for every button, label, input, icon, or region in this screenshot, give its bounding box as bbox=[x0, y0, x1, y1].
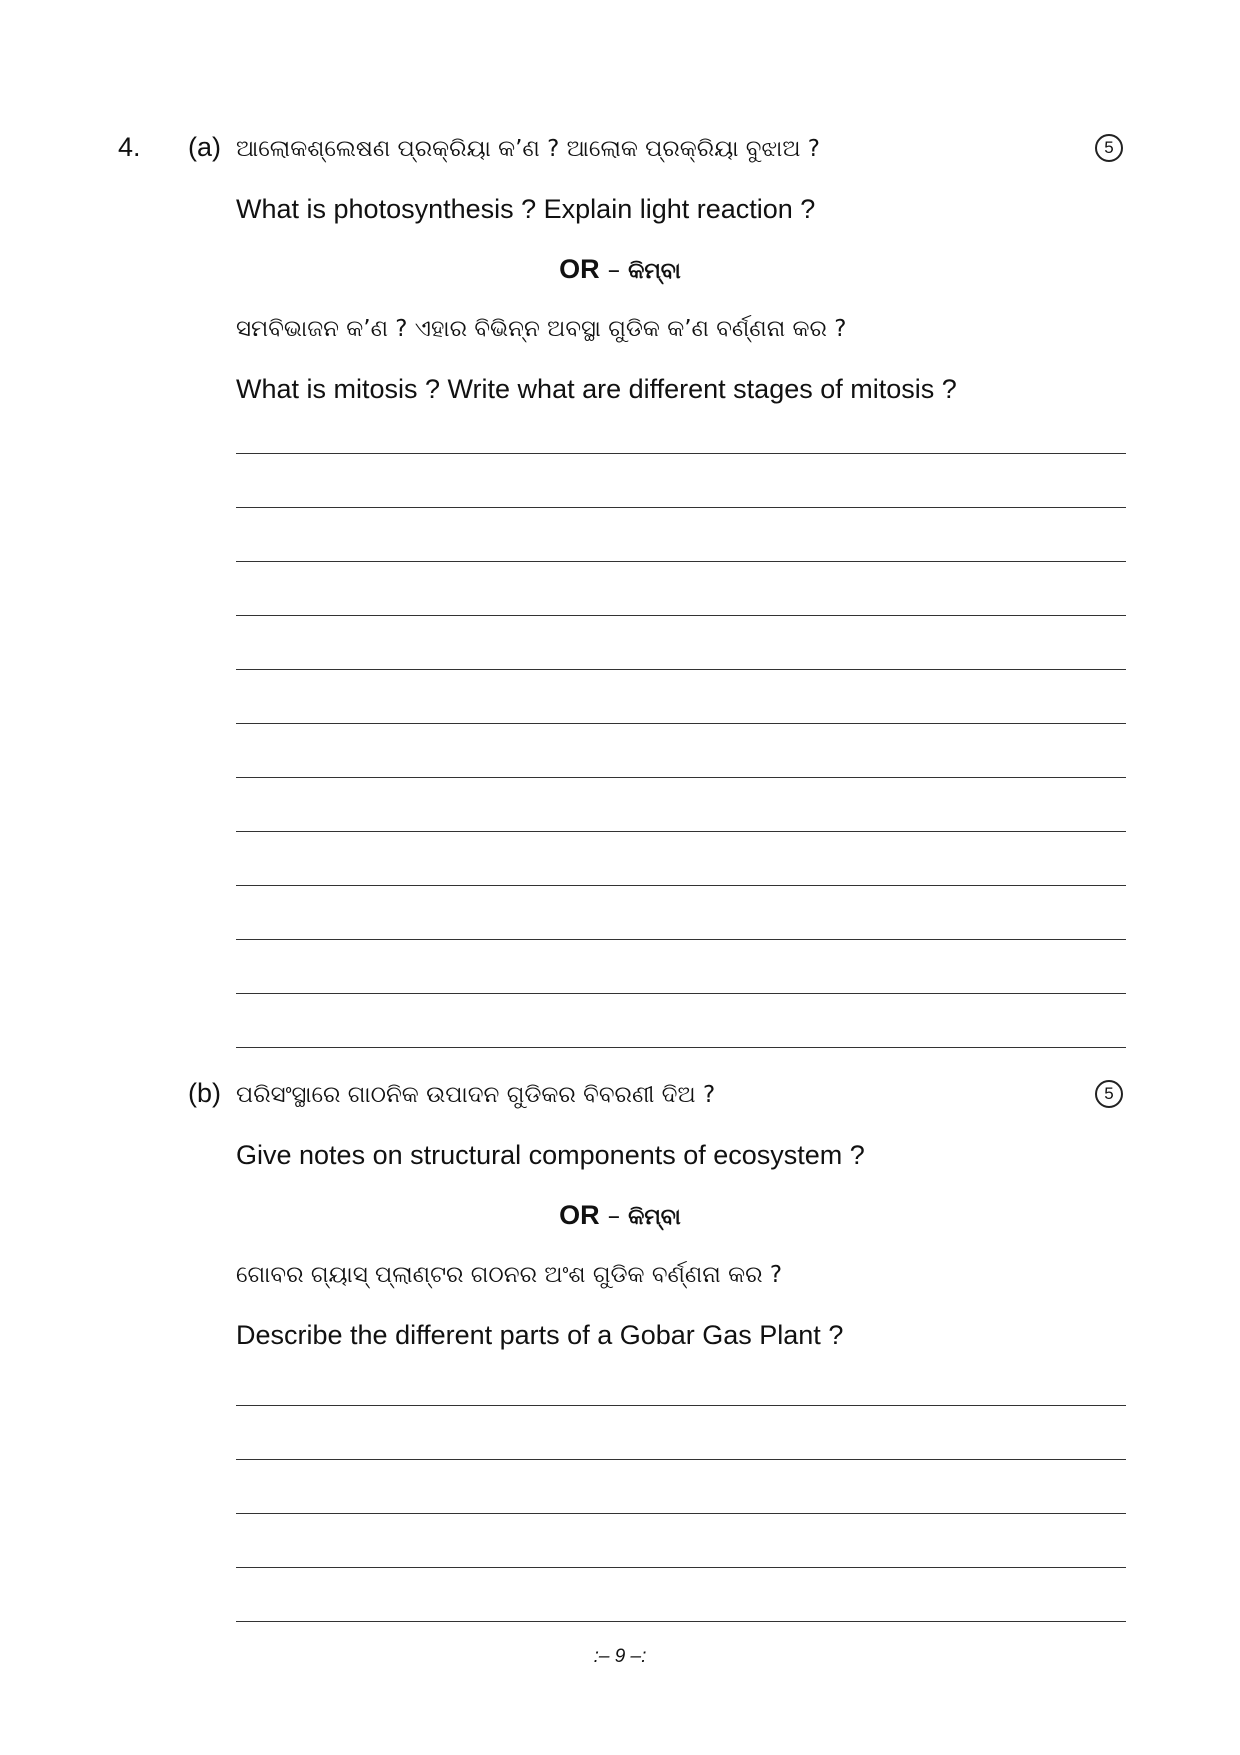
part-b-question-odia: ପରିସଂସ୍ଥାରେ ଗାଠନିକ ଉପାଦନ ଗୁଡିକର ବିବରଣୀ ଦିଅ ? bbox=[236, 1082, 716, 1108]
answer-line[interactable] bbox=[236, 1405, 1126, 1406]
or-english: OR bbox=[559, 1200, 600, 1230]
page-number: :– 9 –: bbox=[593, 1646, 647, 1667]
answer-line[interactable] bbox=[236, 1047, 1126, 1048]
answer-line[interactable] bbox=[236, 561, 1126, 562]
part-a-marks-badge: 5 bbox=[1095, 134, 1123, 162]
answer-line[interactable] bbox=[236, 993, 1126, 994]
part-a-question-odia: ଆଲୋକଶ୍ଲେଷଣ ପ୍ରକ୍ରିୟା କ’ଣ ? ଆଲୋକ ପ୍ରକ୍ରିୟା ବୁଝାଅ ? bbox=[236, 136, 820, 162]
part-b-question-english: Give notes on structural components of ecosystem ? bbox=[236, 1140, 865, 1170]
or-english: OR bbox=[559, 254, 600, 284]
answer-line[interactable] bbox=[236, 1567, 1126, 1568]
answer-line[interactable] bbox=[236, 777, 1126, 778]
answer-line[interactable] bbox=[236, 723, 1126, 724]
or-odia: କିମ୍ବା bbox=[628, 1205, 681, 1230]
part-b-alt-question-english: Describe the different parts of a Gobar Gas Plant ? bbox=[236, 1320, 844, 1350]
answer-line[interactable] bbox=[236, 1621, 1126, 1622]
or-separator: – bbox=[599, 255, 629, 284]
answer-line[interactable] bbox=[236, 669, 1126, 670]
part-b-or-divider bbox=[0, 1200, 1240, 1231]
answer-line[interactable] bbox=[236, 1513, 1126, 1514]
part-a-or-divider bbox=[0, 254, 1240, 285]
answer-line[interactable] bbox=[236, 507, 1126, 508]
part-b-label: (b) bbox=[188, 1078, 221, 1108]
part-a-question-english: What is photosynthesis ? Explain light reaction ? bbox=[236, 194, 816, 224]
part-b-marks-badge: 5 bbox=[1095, 1080, 1123, 1108]
answer-line[interactable] bbox=[236, 453, 1126, 454]
part-a-label: (a) bbox=[188, 132, 221, 162]
answer-line[interactable] bbox=[236, 939, 1126, 940]
part-a-alt-question-odia: ସମବିଭାଜନ କ’ଣ ? ଏହାର ବିଭିନ୍ନ ଅବସ୍ଥା ଗୁଡିକ କ’ଣ ବର୍ଣ୍ଣନା କର ? bbox=[236, 316, 847, 342]
or-separator: – bbox=[599, 1201, 629, 1230]
answer-line[interactable] bbox=[236, 831, 1126, 832]
or-odia: କିମ୍ବା bbox=[628, 259, 681, 284]
answer-line[interactable] bbox=[236, 615, 1126, 616]
answer-line[interactable] bbox=[236, 1459, 1126, 1460]
question-number: 4. bbox=[118, 132, 141, 162]
part-a-alt-question-english: What is mitosis ? Write what are different stages of mitosis ? bbox=[236, 374, 957, 404]
part-b-alt-question-odia: ଗୋବର ଗ୍ୟାସ୍ ପ୍ଲାଣ୍ଟର ଗଠନର ଅଂଶ ଗୁଡିକ ବର୍ଣ୍ଣନା କର ? bbox=[236, 1262, 783, 1288]
answer-line[interactable] bbox=[236, 885, 1126, 886]
